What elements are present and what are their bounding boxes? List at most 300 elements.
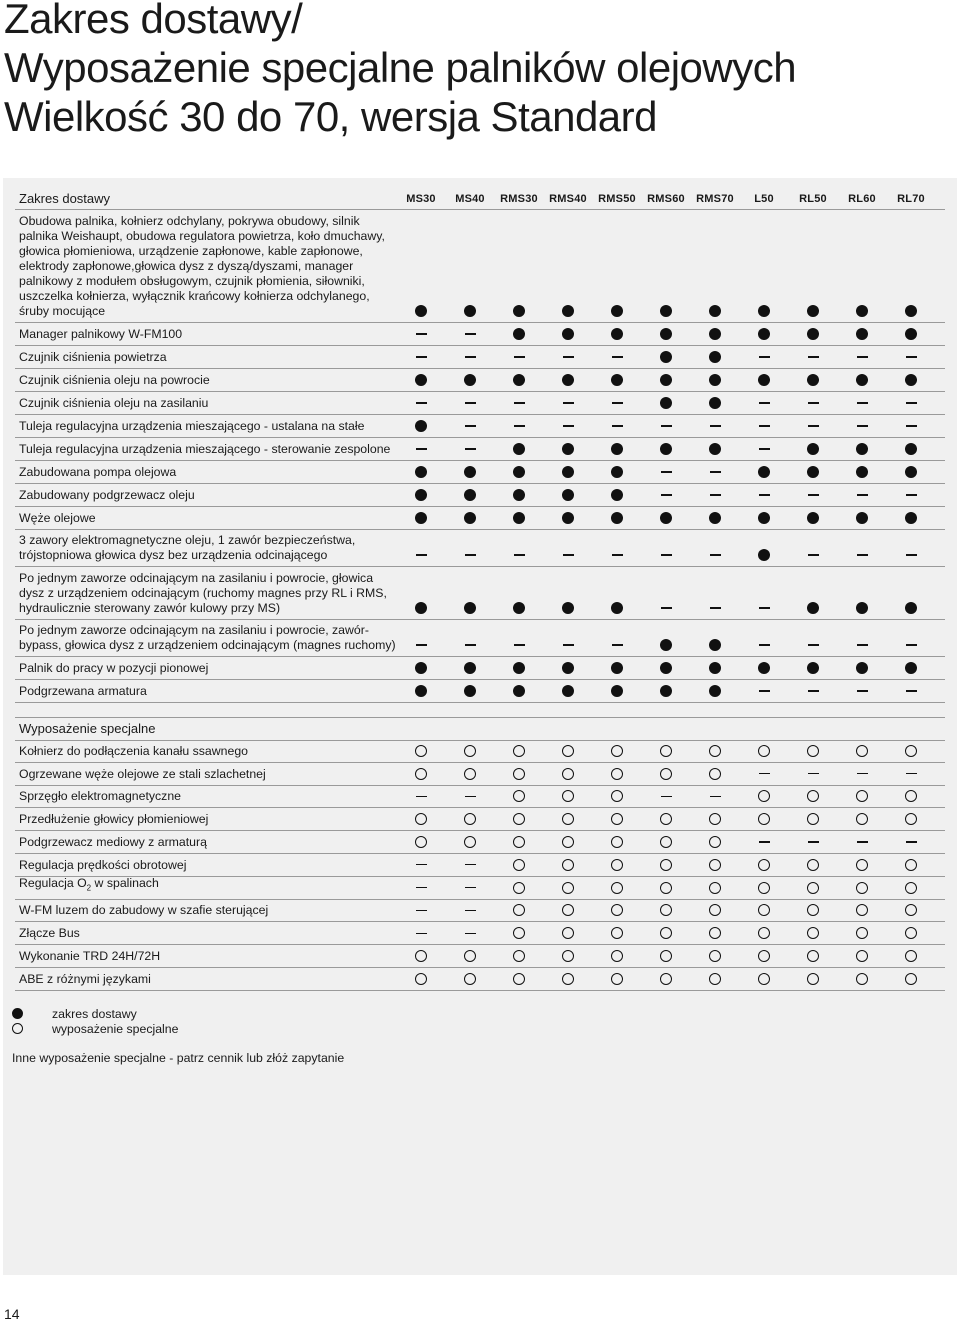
cell-standard: [788, 511, 838, 525]
cell-standard: [543, 304, 593, 318]
cell-standard: [837, 601, 887, 615]
open-circle-icon: [856, 882, 868, 894]
filled-circle-icon: [660, 662, 672, 674]
open-circle-icon: [758, 973, 770, 985]
cell-optional: [592, 744, 642, 758]
filled-circle-icon: [660, 512, 672, 524]
open-circle-icon: [905, 950, 917, 962]
cell-none: [641, 419, 691, 433]
open-circle-icon: [709, 973, 721, 985]
cell-optional: [690, 812, 740, 826]
cell-standard: [739, 548, 789, 562]
cell-standard: [788, 327, 838, 341]
column-header: MS40: [455, 193, 485, 205]
dash-icon: [661, 494, 672, 495]
cell-optional: [445, 949, 495, 963]
filled-circle-icon: [415, 512, 427, 524]
filled-circle-icon: [611, 374, 623, 386]
cell-none: [396, 789, 446, 803]
open-circle-icon: [611, 768, 623, 780]
filled-circle-icon: [905, 305, 917, 317]
row-label: Czujnik ciśnienia oleju na zasilaniu: [19, 396, 209, 410]
cell-optional: [837, 972, 887, 986]
special-header: [15, 717, 945, 741]
table-row: [15, 830, 945, 854]
table-row: [15, 807, 945, 831]
open-circle-icon: [856, 904, 868, 916]
dash-icon: [416, 402, 427, 403]
cell-standard: [592, 684, 642, 698]
cell-optional: [543, 812, 593, 826]
cell-optional: [788, 744, 838, 758]
open-circle-icon: [758, 813, 770, 825]
table-row: [15, 944, 945, 968]
cell-optional: [494, 858, 544, 872]
cell-standard: [837, 465, 887, 479]
footnote: Inne wyposażenie specjalne - patrz cennik lub złóż zapytanie: [12, 1051, 345, 1065]
cell-optional: [788, 789, 838, 803]
cell-optional: [543, 858, 593, 872]
filled-circle-icon: [513, 443, 525, 455]
open-circle-icon: [513, 768, 525, 780]
dash-icon: [465, 910, 476, 911]
column-header: MS30: [406, 193, 436, 205]
open-circle-icon: [464, 950, 476, 962]
cell-standard: [739, 304, 789, 318]
cell-standard: [739, 465, 789, 479]
cell-none: [445, 858, 495, 872]
open-circle-icon: [415, 768, 427, 780]
dash-icon: [416, 333, 427, 334]
dash-icon: [759, 402, 770, 403]
table-row: [15, 322, 945, 346]
cell-standard: [886, 442, 936, 456]
cell-none: [396, 638, 446, 652]
cell-optional: [592, 972, 642, 986]
dash-icon: [416, 910, 427, 911]
cell-optional: [494, 744, 544, 758]
cell-standard: [396, 511, 446, 525]
cell-optional: [445, 972, 495, 986]
filled-circle-icon: [562, 466, 574, 478]
cell-none: [641, 488, 691, 502]
dash-icon: [661, 607, 672, 608]
cell-standard: [543, 465, 593, 479]
cell-none: [445, 327, 495, 341]
filled-circle-icon: [415, 685, 427, 697]
filled-circle-icon: [758, 549, 770, 561]
open-circle-icon: [905, 745, 917, 757]
cell-standard: [592, 373, 642, 387]
cell-optional: [592, 881, 642, 895]
dash-icon: [808, 554, 819, 555]
cell-none: [739, 684, 789, 698]
open-circle-icon: [758, 904, 770, 916]
cell-optional: [837, 789, 887, 803]
dash-icon: [416, 554, 427, 555]
open-circle-icon: [709, 882, 721, 894]
cell-optional: [739, 881, 789, 895]
cell-standard: [445, 601, 495, 615]
dash-icon: [759, 356, 770, 357]
open-circle-icon: [660, 882, 672, 894]
filled-circle-icon: [415, 489, 427, 501]
open-circle-icon: [758, 790, 770, 802]
cell-standard: [494, 465, 544, 479]
cell-optional: [494, 903, 544, 917]
dash-icon: [759, 841, 770, 842]
cell-none: [837, 548, 887, 562]
row-label: Zabudowany podgrzewacz oleju: [19, 488, 195, 502]
filled-circle-icon: [905, 466, 917, 478]
open-circle-icon: [856, 950, 868, 962]
cell-standard: [592, 304, 642, 318]
dash-icon: [465, 554, 476, 555]
cell-optional: [837, 881, 887, 895]
open-circle-icon: [464, 813, 476, 825]
cell-none: [886, 419, 936, 433]
dash-icon: [759, 448, 770, 449]
cell-optional: [690, 881, 740, 895]
table-row: [15, 876, 945, 900]
column-header: RL60: [848, 193, 876, 205]
open-circle-icon: [513, 790, 525, 802]
cell-standard: [837, 661, 887, 675]
cell-optional: [396, 835, 446, 849]
dash-icon: [857, 425, 868, 426]
open-circle-icon: [905, 882, 917, 894]
table-row: [15, 460, 945, 484]
cell-standard: [592, 327, 642, 341]
dash-icon: [759, 494, 770, 495]
cell-optional: [396, 767, 446, 781]
dash-icon: [906, 356, 917, 357]
filled-circle-icon: [709, 397, 721, 409]
cell-none: [739, 442, 789, 456]
cell-optional: [543, 744, 593, 758]
open-circle-icon: [513, 745, 525, 757]
cell-standard: [641, 373, 691, 387]
row-label: Wykonanie TRD 24H/72H: [19, 948, 161, 963]
title-line: Wyposażenie specjalne palników olejowych: [4, 44, 797, 91]
cell-optional: [739, 858, 789, 872]
cell-optional: [739, 926, 789, 940]
filled-circle-icon: [905, 443, 917, 455]
filled-circle-icon: [611, 512, 623, 524]
open-circle-icon: [660, 859, 672, 871]
open-circle-icon: [513, 973, 525, 985]
filled-circle-icon: [709, 328, 721, 340]
cell-none: [445, 419, 495, 433]
cell-standard: [788, 442, 838, 456]
cell-optional: [837, 858, 887, 872]
row-label: W-FM luzem do zabudowy w szafie sterującej: [19, 903, 269, 918]
dash-icon: [465, 356, 476, 357]
dash-icon: [416, 864, 427, 865]
filled-circle-icon: [562, 443, 574, 455]
cell-none: [788, 835, 838, 849]
cell-optional: [788, 881, 838, 895]
filled-circle-icon: [513, 466, 525, 478]
dash-icon: [563, 356, 574, 357]
cell-standard: [837, 304, 887, 318]
cell-standard: [641, 638, 691, 652]
filled-circle-icon: [464, 305, 476, 317]
open-circle-icon: [758, 927, 770, 939]
cell-none: [886, 835, 936, 849]
table-row: [15, 210, 945, 323]
dash-icon: [808, 425, 819, 426]
table-row: [15, 414, 945, 438]
filled-circle-icon: [905, 328, 917, 340]
open-circle-icon: [611, 836, 623, 848]
dash-icon: [759, 425, 770, 426]
cell-optional: [494, 881, 544, 895]
dash-icon: [465, 933, 476, 934]
open-circle-icon: [513, 836, 525, 848]
dash-icon: [857, 690, 868, 691]
filled-circle-icon: [709, 685, 721, 697]
cell-optional: [837, 744, 887, 758]
cell-optional: [494, 972, 544, 986]
open-circle-icon: [905, 904, 917, 916]
cell-optional: [543, 972, 593, 986]
filled-circle-icon: [758, 305, 770, 317]
cell-optional: [543, 767, 593, 781]
cell-none: [690, 488, 740, 502]
cell-none: [886, 767, 936, 781]
cell-optional: [445, 835, 495, 849]
open-circle-icon: [905, 790, 917, 802]
open-circle-icon: [660, 904, 672, 916]
open-circle-icon: [758, 859, 770, 871]
cell-optional: [592, 949, 642, 963]
dash-icon: [563, 554, 574, 555]
cell-optional: [739, 812, 789, 826]
open-circle-icon: [856, 745, 868, 757]
dash-icon: [612, 554, 623, 555]
cell-standard: [641, 442, 691, 456]
cell-standard: [788, 661, 838, 675]
filled-circle-icon: [709, 374, 721, 386]
open-circle-icon: [562, 745, 574, 757]
open-circle-icon: [709, 745, 721, 757]
cell-standard: [396, 601, 446, 615]
dash-icon: [612, 425, 623, 426]
cell-optional: [494, 949, 544, 963]
dash-icon: [906, 494, 917, 495]
filled-circle-icon: [709, 639, 721, 651]
cell-standard: [641, 396, 691, 410]
legend-label: zakres dostawy: [52, 1007, 137, 1021]
cell-standard: [788, 601, 838, 615]
dash-icon: [710, 607, 721, 608]
open-circle-icon: [562, 836, 574, 848]
cell-none: [641, 789, 691, 803]
dash-icon: [808, 644, 819, 645]
page-title: [4, 0, 796, 141]
open-circle-icon: [562, 813, 574, 825]
title-line: Zakres dostawy/: [4, 0, 303, 42]
open-circle-icon: [611, 813, 623, 825]
cell-optional: [445, 767, 495, 781]
filled-circle-icon: [905, 602, 917, 614]
cell-optional: [788, 926, 838, 940]
dash-icon: [906, 554, 917, 555]
cell-none: [592, 396, 642, 410]
cell-optional: [592, 789, 642, 803]
filled-circle-icon: [660, 685, 672, 697]
cell-none: [690, 789, 740, 803]
cell-standard: [739, 373, 789, 387]
table-row: [15, 437, 945, 461]
dash-icon: [808, 841, 819, 842]
cell-none: [494, 396, 544, 410]
cell-optional: [788, 812, 838, 826]
cell-standard: [592, 488, 642, 502]
dash-icon: [759, 644, 770, 645]
dash-icon: [808, 356, 819, 357]
cell-standard: [788, 304, 838, 318]
table-row: [15, 899, 945, 923]
cell-optional: [690, 835, 740, 849]
row-label: [19, 876, 414, 895]
cell-optional: [788, 972, 838, 986]
cell-none: [641, 601, 691, 615]
cell-optional: [592, 903, 642, 917]
column-header: RMS40: [549, 193, 587, 205]
cell-none: [445, 638, 495, 652]
dash-icon: [808, 773, 819, 774]
cell-none: [739, 835, 789, 849]
column-header: RL70: [897, 193, 925, 205]
filled-circle-icon: [611, 602, 623, 614]
cell-optional: [543, 903, 593, 917]
column-header: RMS70: [696, 193, 734, 205]
filled-circle-icon: [709, 305, 721, 317]
cell-optional: [690, 744, 740, 758]
open-circle-icon: [807, 859, 819, 871]
filled-circle-icon: [660, 639, 672, 651]
open-circle-icon: [905, 859, 917, 871]
cell-standard: [739, 327, 789, 341]
cell-optional: [837, 812, 887, 826]
table-row: [15, 566, 945, 620]
row-label: Czujnik ciśnienia powietrza: [19, 350, 167, 364]
cell-optional: [543, 926, 593, 940]
open-circle-icon: [611, 973, 623, 985]
open-circle-icon: [611, 790, 623, 802]
filled-circle-icon: [905, 512, 917, 524]
dash-icon: [416, 796, 427, 797]
filled-circle-icon: [758, 512, 770, 524]
open-circle-icon: [807, 790, 819, 802]
filled-circle-icon: [807, 602, 819, 614]
open-circle-icon: [562, 973, 574, 985]
cell-optional: [690, 949, 740, 963]
open-circle-icon: [513, 813, 525, 825]
cell-standard: [690, 350, 740, 364]
cell-none: [592, 419, 642, 433]
table-row: [15, 785, 945, 809]
filled-circle-icon: [660, 305, 672, 317]
filled-circle-icon: [611, 466, 623, 478]
column-header: RMS60: [647, 193, 685, 205]
cell-optional: [543, 835, 593, 849]
title-line: Wielkość 30 do 70, wersja Standard: [4, 93, 658, 140]
open-circle-icon: [660, 950, 672, 962]
cell-standard: [494, 373, 544, 387]
open-circle-icon: [611, 904, 623, 916]
row-label: Kołnierz do podłączenia kanału ssawnego: [19, 743, 249, 758]
row-label: Zabudowana pompa olejowa: [19, 465, 177, 479]
cell-none: [788, 488, 838, 502]
open-circle-icon: [464, 973, 476, 985]
filled-circle-icon: [611, 662, 623, 674]
dash-icon: [465, 402, 476, 403]
cell-standard: [690, 442, 740, 456]
cell-optional: [494, 789, 544, 803]
cell-none: [886, 488, 936, 502]
cell-standard: [837, 442, 887, 456]
cell-standard: [494, 661, 544, 675]
cell-optional: [543, 789, 593, 803]
dash-icon: [612, 402, 623, 403]
row-label: Czujnik ciśnienia oleju na powrocie: [19, 373, 210, 387]
filled-circle-icon: [562, 328, 574, 340]
filled-circle-icon: [905, 662, 917, 674]
cell-standard: [543, 442, 593, 456]
cell-standard: [837, 511, 887, 525]
row-label: Palnik do pracy w pozycji pionowej: [19, 661, 209, 675]
open-circle-icon: [611, 745, 623, 757]
filled-circle-icon: [513, 328, 525, 340]
dash-icon: [465, 864, 476, 865]
open-circle-icon: [905, 813, 917, 825]
open-circle-icon: [758, 745, 770, 757]
dash-icon: [465, 425, 476, 426]
cell-standard: [690, 511, 740, 525]
filled-circle-icon: [807, 662, 819, 674]
cell-none: [445, 926, 495, 940]
cell-optional: [445, 744, 495, 758]
filled-circle-icon: [856, 305, 868, 317]
row-label-subscript: 2: [86, 883, 92, 893]
cell-standard: [886, 661, 936, 675]
cell-optional: [641, 744, 691, 758]
open-circle-icon: [758, 882, 770, 894]
cell-standard: [445, 304, 495, 318]
cell-none: [543, 350, 593, 364]
filled-circle-icon: [464, 466, 476, 478]
dash-icon: [906, 425, 917, 426]
filled-circle-icon: [709, 512, 721, 524]
open-circle-icon: [856, 790, 868, 802]
cell-standard: [494, 327, 544, 341]
cell-none: [445, 789, 495, 803]
filled-circle-icon: [513, 602, 525, 614]
open-circle-icon: [513, 927, 525, 939]
open-circle-icon: [807, 745, 819, 757]
open-circle-icon: [415, 950, 427, 962]
cell-standard: [445, 465, 495, 479]
open-circle-icon: [709, 950, 721, 962]
cell-optional: [543, 949, 593, 963]
table-row: [15, 529, 945, 567]
filled-circle-icon: [709, 443, 721, 455]
dash-icon: [759, 690, 770, 691]
cell-none: [837, 396, 887, 410]
